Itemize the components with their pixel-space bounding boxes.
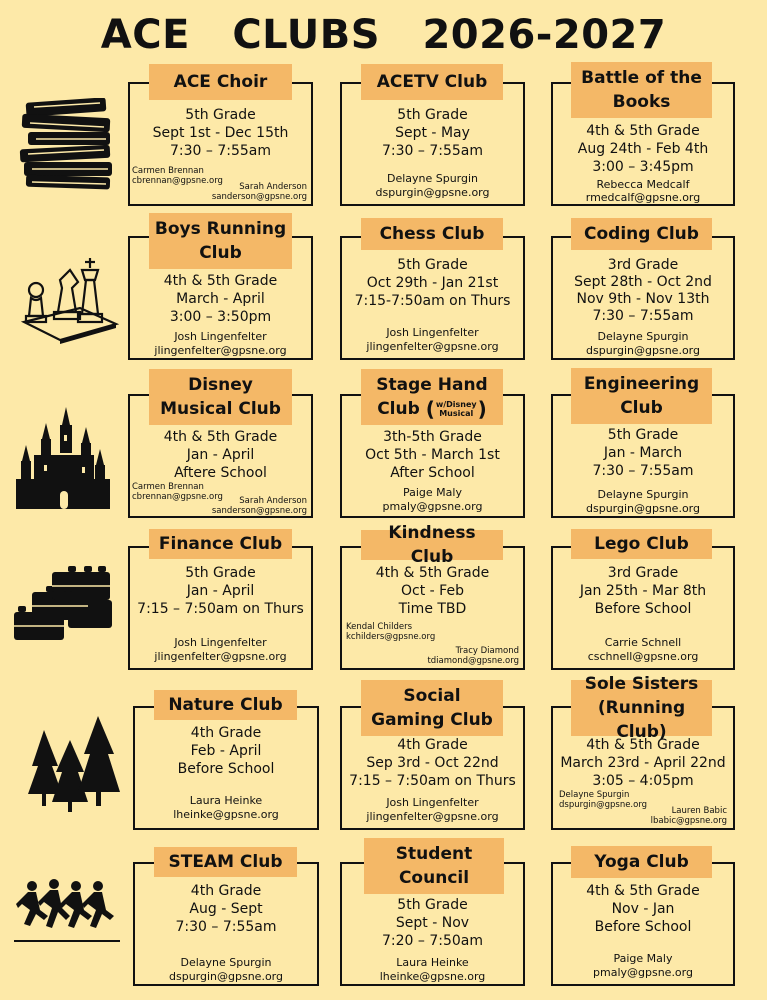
books-icon xyxy=(18,98,118,190)
club-title: Nature Club xyxy=(154,690,297,720)
club-title: Finance Club xyxy=(149,529,292,559)
club-title: Student Council xyxy=(364,838,504,894)
time: 7:30 – 7:55am xyxy=(592,463,694,479)
dates: Sept - Nov xyxy=(395,915,470,931)
time: 7:30 – 7:55am xyxy=(592,308,694,324)
club-title: Disney Musical Club xyxy=(149,369,292,425)
contact-name: Carrie Schnell xyxy=(604,636,682,649)
contact-email: cbrennan@gpsne.org xyxy=(132,176,223,186)
contact-email: pmaly@gpsne.org xyxy=(593,966,693,979)
club-title: Yoga Club xyxy=(571,846,712,878)
contact-email: cbrennan@gpsne.org xyxy=(132,492,223,502)
club-card-nature xyxy=(133,706,319,830)
time: 7:30 – 7:55am xyxy=(170,143,271,159)
contact-email: rmedcalf@gpsne.org xyxy=(585,191,701,204)
runners-icon xyxy=(14,876,120,946)
grade: 5th Grade xyxy=(397,107,468,123)
time: 7:20 – 7:50am xyxy=(382,933,483,949)
grade: 5th Grade xyxy=(397,897,468,913)
grade: 5th Grade xyxy=(185,565,256,581)
club-title-line2: (Running Club) xyxy=(597,698,686,742)
time: After School xyxy=(390,465,475,481)
contact-name: Laura Heinke xyxy=(189,794,263,807)
time: 3:05 – 4:05pm xyxy=(592,773,694,789)
club-title: ACETV Club xyxy=(361,64,503,100)
club-card-finance xyxy=(128,546,313,670)
time: Time TBD xyxy=(398,601,467,617)
contact-name: Josh Lingenfelter xyxy=(174,330,267,343)
contact-name: Delayne Spurgin xyxy=(559,790,630,800)
club-title: Engineering Club xyxy=(571,368,712,424)
dates: Aug - Sept xyxy=(189,901,263,917)
dates: Nov 9th - Nov 13th xyxy=(576,291,710,307)
page-title: ACE CLUBS 2026-2027 xyxy=(100,12,667,58)
contact-name: Josh Lingenfelter xyxy=(174,636,267,649)
contact-name: Tracy Diamond xyxy=(455,646,519,656)
time: 3:00 – 3:45pm xyxy=(592,159,694,175)
club-card-acetv xyxy=(340,82,525,206)
contact-email: lheinke@gpsne.org xyxy=(379,970,486,983)
grade: 3rd Grade xyxy=(607,257,679,273)
club-title: Kindness Club xyxy=(361,530,503,560)
grade: 4th & 5th Grade xyxy=(586,737,700,753)
contact-name: Josh Lingenfelter xyxy=(386,326,479,339)
contact-name: Paige Maly xyxy=(613,952,673,965)
club-title: Social Gaming Club xyxy=(361,680,503,736)
dates: Sept 1st - Dec 15th xyxy=(152,125,289,141)
dates: Jan - March xyxy=(603,445,683,461)
contact-name: Kendal Childers xyxy=(346,622,413,632)
grade: 4th Grade xyxy=(190,883,262,899)
contact-email: jlingenfelter@gpsne.org xyxy=(366,340,499,353)
dates: Sep 3rd - Oct 22nd xyxy=(366,755,499,771)
grade: 4th & 5th Grade xyxy=(163,429,278,445)
club-title: Chess Club xyxy=(361,218,503,250)
contact-name: Sarah Anderson xyxy=(239,182,307,192)
club-card-lego xyxy=(551,546,735,670)
dates: Oct 29th - Jan 21st xyxy=(366,275,499,291)
contact-email: jlingenfelter@gpsne.org xyxy=(366,810,499,823)
time: Before School xyxy=(594,919,692,935)
club-title: ACE Choir xyxy=(149,64,292,100)
lego-blocks-icon xyxy=(12,552,120,648)
grade: 4th & 5th Grade xyxy=(163,273,278,289)
chess-pieces-icon xyxy=(20,252,120,344)
contact-email: pmaly@gpsne.org xyxy=(382,500,483,513)
time: 7:15 – 7:50am on Thurs xyxy=(137,601,304,617)
contact-name: Lauren Babic xyxy=(671,806,727,816)
contact-email: cschnell@gpsne.org xyxy=(587,650,699,663)
contact-email: jlingenfelter@gpsne.org xyxy=(154,344,287,357)
contact-email: lbabic@gpsne.org xyxy=(650,816,727,826)
contact-name: Delayne Spurgin xyxy=(180,956,272,969)
contact-email: lheinke@gpsne.org xyxy=(173,808,279,821)
dates: Jan - April xyxy=(186,583,255,599)
club-card-coding xyxy=(551,236,735,360)
contact-name: Laura Heinke xyxy=(396,956,469,969)
time: Aftere School xyxy=(174,465,267,481)
club-title: Lego Club xyxy=(571,529,712,559)
contact-name: Delayne Spurgin xyxy=(386,172,479,185)
club-title-line1: Stage Hand xyxy=(376,375,488,395)
contact-email: tdiamond@gpsne.org xyxy=(427,656,519,666)
contact-name: Carmen Brennan xyxy=(132,482,204,492)
dates: Sept - May xyxy=(395,125,470,141)
dates: Jan - April xyxy=(186,447,255,463)
contact-name: Rebecca Medcalf xyxy=(596,178,690,191)
club-card-chess xyxy=(340,236,525,360)
dates: Nov - Jan xyxy=(611,901,675,917)
dates: Oct 5th - March 1st xyxy=(365,447,500,463)
grade: 3th-5th Grade xyxy=(383,429,482,445)
grade: 4th & 5th Grade xyxy=(375,565,490,581)
dates: March 23rd - April 22nd xyxy=(560,755,726,771)
club-title: STEAM Club xyxy=(154,847,297,877)
contact-email: jlingenfelter@gpsne.org xyxy=(154,650,287,663)
club-title-line1: Sole Sisters xyxy=(584,674,699,694)
grade: 4th Grade xyxy=(397,737,468,753)
club-card-ace-choir xyxy=(128,82,313,206)
pine-trees-icon xyxy=(24,714,124,818)
dates: Sept 28th - Oct 2nd xyxy=(574,274,712,290)
club-title-line2: Club (w/Disney Musical ) xyxy=(377,397,487,421)
time: 3:00 – 3:50pm xyxy=(169,309,272,325)
club-card-yoga xyxy=(551,862,735,986)
contact-name: Josh Lingenfelter xyxy=(386,796,479,809)
grade: 3rd Grade xyxy=(607,565,679,581)
club-title xyxy=(361,369,503,425)
grade: 5th Grade xyxy=(607,427,679,443)
club-title: Battle of the Books xyxy=(571,62,712,118)
contact-email: sanderson@gpsne.org xyxy=(211,192,307,202)
dates: Aug 24th - Feb 4th xyxy=(577,141,709,157)
castle-icon xyxy=(12,405,114,509)
contact-email: sanderson@gpsne.org xyxy=(211,506,307,516)
dates: Oct - Feb xyxy=(401,583,464,599)
time: 7:15 – 7:50am on Thurs xyxy=(349,773,516,789)
contact-email: dspurgin@gpsne.org xyxy=(586,502,700,515)
grade: 4th & 5th Grade xyxy=(586,123,700,139)
contact-name: Carmen Brennan xyxy=(132,166,204,176)
club-title: Coding Club xyxy=(571,218,712,250)
contact-name: Delayne Spurgin xyxy=(597,330,689,343)
dates: Feb - April xyxy=(190,743,262,759)
club-title xyxy=(571,674,712,742)
dates: March - April xyxy=(176,291,265,307)
time: 7:30 – 7:55am xyxy=(382,143,483,159)
time: 7:15-7:50am on Thurs xyxy=(354,293,511,309)
grade: 4th & 5th Grade xyxy=(586,883,700,899)
dates: Jan 25th - Mar 8th xyxy=(579,583,707,599)
contact-name: Sarah Anderson xyxy=(239,496,307,506)
grade: 4th Grade xyxy=(190,725,262,741)
contact-email: dspurgin@gpsne.org xyxy=(169,970,283,983)
contact-email: dspurgin@gpsne.org xyxy=(586,344,700,357)
club-title: Boys Running Club xyxy=(149,213,292,269)
time: Before School xyxy=(594,601,692,617)
contact-email: kchilders@gpsne.org xyxy=(346,632,436,642)
time: Before School xyxy=(177,761,275,777)
grade: 5th Grade xyxy=(397,257,468,273)
contact-email: dspurgin@gpsne.org xyxy=(375,186,490,199)
time: 7:30 – 7:55am xyxy=(175,919,277,935)
club-card-steam xyxy=(133,862,319,986)
contact-name: Paige Maly xyxy=(403,486,462,499)
grade: 5th Grade xyxy=(185,107,256,123)
contact-name: Delayne Spurgin xyxy=(597,488,689,501)
contact-email: dspurgin@gpsne.org xyxy=(559,800,648,810)
